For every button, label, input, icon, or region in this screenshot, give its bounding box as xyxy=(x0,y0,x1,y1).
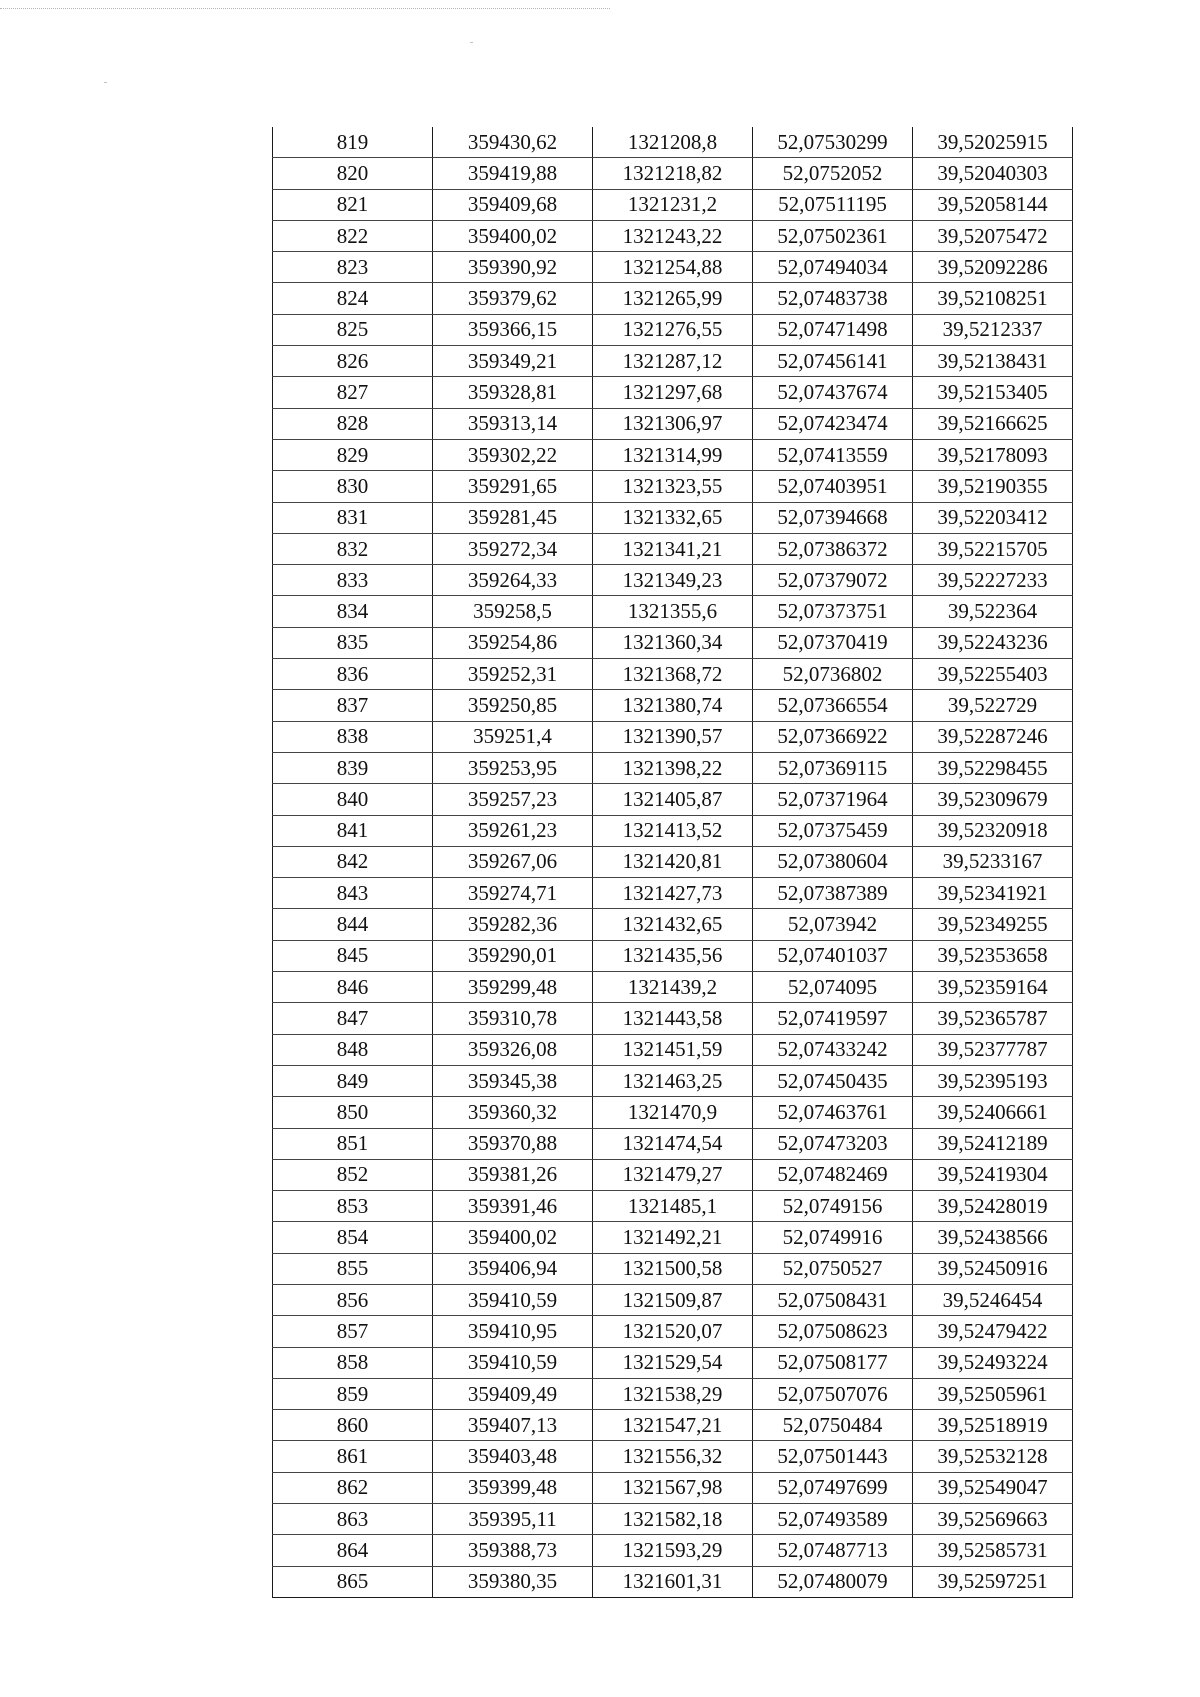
longitude-cell: 39,52092286 xyxy=(913,252,1073,283)
y-coordinate-cell: 1321443,58 xyxy=(593,1003,753,1034)
latitude-cell: 52,07437674 xyxy=(753,377,913,408)
point-number-cell: 856 xyxy=(273,1284,433,1315)
point-number-cell: 852 xyxy=(273,1159,433,1190)
table-row xyxy=(273,1034,1073,1065)
longitude-cell: 39,52377787 xyxy=(913,1034,1073,1065)
longitude-cell: 39,52479422 xyxy=(913,1316,1073,1347)
longitude-cell: 39,5246454 xyxy=(913,1284,1073,1315)
longitude-cell: 39,52569663 xyxy=(913,1504,1073,1535)
x-coordinate-cell: 359274,71 xyxy=(433,878,593,909)
table-row xyxy=(273,815,1073,846)
table-row xyxy=(273,1284,1073,1315)
latitude-cell: 52,07508431 xyxy=(753,1284,913,1315)
latitude-cell: 52,07494034 xyxy=(753,252,913,283)
y-coordinate-cell: 1321556,32 xyxy=(593,1441,753,1472)
y-coordinate-cell: 1321439,2 xyxy=(593,972,753,1003)
y-coordinate-cell: 1321405,87 xyxy=(593,784,753,815)
point-number-cell: 851 xyxy=(273,1128,433,1159)
x-coordinate-cell: 359366,15 xyxy=(433,314,593,345)
x-coordinate-cell: 359310,78 xyxy=(433,1003,593,1034)
y-coordinate-cell: 1321349,23 xyxy=(593,565,753,596)
latitude-cell: 52,07433242 xyxy=(753,1034,913,1065)
longitude-cell: 39,522729 xyxy=(913,690,1073,721)
point-number-cell: 825 xyxy=(273,314,433,345)
x-coordinate-cell: 359272,34 xyxy=(433,533,593,564)
longitude-cell: 39,522364 xyxy=(913,596,1073,627)
latitude-cell: 52,07530299 xyxy=(753,127,913,158)
latitude-cell: 52,07507076 xyxy=(753,1378,913,1409)
longitude-cell: 39,52365787 xyxy=(913,1003,1073,1034)
table-row xyxy=(273,721,1073,752)
longitude-cell: 39,52549047 xyxy=(913,1472,1073,1503)
y-coordinate-cell: 1321398,22 xyxy=(593,752,753,783)
longitude-cell: 39,52203412 xyxy=(913,502,1073,533)
y-coordinate-cell: 1321485,1 xyxy=(593,1191,753,1222)
table-row xyxy=(273,1191,1073,1222)
table-row xyxy=(273,471,1073,502)
x-coordinate-cell: 359267,06 xyxy=(433,846,593,877)
table-row xyxy=(273,1128,1073,1159)
x-coordinate-cell: 359370,88 xyxy=(433,1128,593,1159)
point-number-cell: 864 xyxy=(273,1535,433,1566)
table-row xyxy=(273,909,1073,940)
x-coordinate-cell: 359400,02 xyxy=(433,1222,593,1253)
y-coordinate-cell: 1321413,52 xyxy=(593,815,753,846)
point-number-cell: 844 xyxy=(273,909,433,940)
longitude-cell: 39,52166625 xyxy=(913,408,1073,439)
latitude-cell: 52,07483738 xyxy=(753,283,913,314)
y-coordinate-cell: 1321314,99 xyxy=(593,439,753,470)
y-coordinate-cell: 1321380,74 xyxy=(593,690,753,721)
table-row xyxy=(273,533,1073,564)
latitude-cell: 52,07379072 xyxy=(753,565,913,596)
y-coordinate-cell: 1321470,9 xyxy=(593,1097,753,1128)
point-number-cell: 861 xyxy=(273,1441,433,1472)
longitude-cell: 39,52395193 xyxy=(913,1065,1073,1096)
table-row xyxy=(273,189,1073,220)
x-coordinate-cell: 359409,49 xyxy=(433,1378,593,1409)
longitude-cell: 39,52505961 xyxy=(913,1378,1073,1409)
longitude-cell: 39,52190355 xyxy=(913,471,1073,502)
x-coordinate-cell: 359391,46 xyxy=(433,1191,593,1222)
y-coordinate-cell: 1321432,65 xyxy=(593,909,753,940)
point-number-cell: 823 xyxy=(273,252,433,283)
latitude-cell: 52,0749916 xyxy=(753,1222,913,1253)
latitude-cell: 52,0752052 xyxy=(753,158,913,189)
y-coordinate-cell: 1321463,25 xyxy=(593,1065,753,1096)
longitude-cell: 39,52287246 xyxy=(913,721,1073,752)
point-number-cell: 858 xyxy=(273,1347,433,1378)
table-row xyxy=(273,1378,1073,1409)
longitude-cell: 39,52108251 xyxy=(913,283,1073,314)
x-coordinate-cell: 359328,81 xyxy=(433,377,593,408)
x-coordinate-cell: 359281,45 xyxy=(433,502,593,533)
latitude-cell: 52,07480079 xyxy=(753,1566,913,1597)
point-number-cell: 847 xyxy=(273,1003,433,1034)
point-number-cell: 845 xyxy=(273,940,433,971)
longitude-cell: 39,5233167 xyxy=(913,846,1073,877)
table-row xyxy=(273,1097,1073,1128)
point-number-cell: 819 xyxy=(273,127,433,158)
longitude-cell: 39,52353658 xyxy=(913,940,1073,971)
x-coordinate-cell: 359399,48 xyxy=(433,1472,593,1503)
x-coordinate-cell: 359258,5 xyxy=(433,596,593,627)
x-coordinate-cell: 359345,38 xyxy=(433,1065,593,1096)
latitude-cell: 52,07366922 xyxy=(753,721,913,752)
point-number-cell: 820 xyxy=(273,158,433,189)
table-row xyxy=(273,1472,1073,1503)
latitude-cell: 52,07471498 xyxy=(753,314,913,345)
coordinates-table-body xyxy=(273,127,1073,1597)
coordinates-table xyxy=(272,127,1073,1598)
latitude-cell: 52,07370419 xyxy=(753,627,913,658)
longitude-cell: 39,52406661 xyxy=(913,1097,1073,1128)
latitude-cell: 52,07508623 xyxy=(753,1316,913,1347)
y-coordinate-cell: 1321538,29 xyxy=(593,1378,753,1409)
table-row xyxy=(273,220,1073,251)
x-coordinate-cell: 359395,11 xyxy=(433,1504,593,1535)
x-coordinate-cell: 359252,31 xyxy=(433,659,593,690)
latitude-cell: 52,07511195 xyxy=(753,189,913,220)
table-row xyxy=(273,1566,1073,1597)
x-coordinate-cell: 359299,48 xyxy=(433,972,593,1003)
y-coordinate-cell: 1321208,8 xyxy=(593,127,753,158)
table-row xyxy=(273,1222,1073,1253)
latitude-cell: 52,07508177 xyxy=(753,1347,913,1378)
y-coordinate-cell: 1321218,82 xyxy=(593,158,753,189)
y-coordinate-cell: 1321390,57 xyxy=(593,721,753,752)
latitude-cell: 52,074095 xyxy=(753,972,913,1003)
table-row xyxy=(273,1253,1073,1284)
y-coordinate-cell: 1321323,55 xyxy=(593,471,753,502)
table-row xyxy=(273,1504,1073,1535)
scan-artifact-dot xyxy=(104,82,107,83)
latitude-cell: 52,07463761 xyxy=(753,1097,913,1128)
table-row xyxy=(273,1159,1073,1190)
longitude-cell: 39,52359164 xyxy=(913,972,1073,1003)
latitude-cell: 52,07366554 xyxy=(753,690,913,721)
point-number-cell: 857 xyxy=(273,1316,433,1347)
point-number-cell: 831 xyxy=(273,502,433,533)
y-coordinate-cell: 1321474,54 xyxy=(593,1128,753,1159)
x-coordinate-cell: 359302,22 xyxy=(433,439,593,470)
latitude-cell: 52,07413559 xyxy=(753,439,913,470)
table-row xyxy=(273,158,1073,189)
longitude-cell: 39,52075472 xyxy=(913,220,1073,251)
table-row xyxy=(273,596,1073,627)
point-number-cell: 860 xyxy=(273,1410,433,1441)
x-coordinate-cell: 359379,62 xyxy=(433,283,593,314)
latitude-cell: 52,07380604 xyxy=(753,846,913,877)
x-coordinate-cell: 359291,65 xyxy=(433,471,593,502)
y-coordinate-cell: 1321593,29 xyxy=(593,1535,753,1566)
latitude-cell: 52,07387389 xyxy=(753,878,913,909)
x-coordinate-cell: 359390,92 xyxy=(433,252,593,283)
latitude-cell: 52,07473203 xyxy=(753,1128,913,1159)
x-coordinate-cell: 359410,95 xyxy=(433,1316,593,1347)
point-number-cell: 849 xyxy=(273,1065,433,1096)
y-coordinate-cell: 1321567,98 xyxy=(593,1472,753,1503)
y-coordinate-cell: 1321306,97 xyxy=(593,408,753,439)
point-number-cell: 840 xyxy=(273,784,433,815)
y-coordinate-cell: 1321601,31 xyxy=(593,1566,753,1597)
point-number-cell: 836 xyxy=(273,659,433,690)
longitude-cell: 39,52298455 xyxy=(913,752,1073,783)
x-coordinate-cell: 359261,23 xyxy=(433,815,593,846)
x-coordinate-cell: 359251,4 xyxy=(433,721,593,752)
latitude-cell: 52,07487713 xyxy=(753,1535,913,1566)
longitude-cell: 39,52585731 xyxy=(913,1535,1073,1566)
longitude-cell: 39,52493224 xyxy=(913,1347,1073,1378)
table-row xyxy=(273,1316,1073,1347)
point-number-cell: 859 xyxy=(273,1378,433,1409)
table-row xyxy=(273,784,1073,815)
latitude-cell: 52,073942 xyxy=(753,909,913,940)
latitude-cell: 52,07375459 xyxy=(753,815,913,846)
y-coordinate-cell: 1321520,07 xyxy=(593,1316,753,1347)
latitude-cell: 52,07423474 xyxy=(753,408,913,439)
table-row xyxy=(273,1441,1073,1472)
table-row xyxy=(273,439,1073,470)
table-row xyxy=(273,408,1073,439)
table-row xyxy=(273,690,1073,721)
latitude-cell: 52,07403951 xyxy=(753,471,913,502)
table-row xyxy=(273,1003,1073,1034)
point-number-cell: 846 xyxy=(273,972,433,1003)
point-number-cell: 842 xyxy=(273,846,433,877)
table-row xyxy=(273,1535,1073,1566)
longitude-cell: 39,52518919 xyxy=(913,1410,1073,1441)
table-row xyxy=(273,127,1073,158)
point-number-cell: 832 xyxy=(273,533,433,564)
x-coordinate-cell: 359403,48 xyxy=(433,1441,593,1472)
latitude-cell: 52,07369115 xyxy=(753,752,913,783)
latitude-cell: 52,07394668 xyxy=(753,502,913,533)
latitude-cell: 52,07456141 xyxy=(753,346,913,377)
y-coordinate-cell: 1321276,55 xyxy=(593,314,753,345)
longitude-cell: 39,52349255 xyxy=(913,909,1073,940)
point-number-cell: 850 xyxy=(273,1097,433,1128)
table-row xyxy=(273,377,1073,408)
table-row xyxy=(273,565,1073,596)
x-coordinate-cell: 359257,23 xyxy=(433,784,593,815)
point-number-cell: 862 xyxy=(273,1472,433,1503)
y-coordinate-cell: 1321332,65 xyxy=(593,502,753,533)
latitude-cell: 52,07497699 xyxy=(753,1472,913,1503)
latitude-cell: 52,0750484 xyxy=(753,1410,913,1441)
point-number-cell: 824 xyxy=(273,283,433,314)
y-coordinate-cell: 1321265,99 xyxy=(593,283,753,314)
y-coordinate-cell: 1321297,68 xyxy=(593,377,753,408)
x-coordinate-cell: 359254,86 xyxy=(433,627,593,658)
x-coordinate-cell: 359380,35 xyxy=(433,1566,593,1597)
x-coordinate-cell: 359250,85 xyxy=(433,690,593,721)
y-coordinate-cell: 1321479,27 xyxy=(593,1159,753,1190)
table-row xyxy=(273,314,1073,345)
point-number-cell: 841 xyxy=(273,815,433,846)
x-coordinate-cell: 359406,94 xyxy=(433,1253,593,1284)
y-coordinate-cell: 1321368,72 xyxy=(593,659,753,690)
table-row xyxy=(273,627,1073,658)
y-coordinate-cell: 1321254,88 xyxy=(593,252,753,283)
y-coordinate-cell: 1321582,18 xyxy=(593,1504,753,1535)
y-coordinate-cell: 1321341,21 xyxy=(593,533,753,564)
x-coordinate-cell: 359409,68 xyxy=(433,189,593,220)
y-coordinate-cell: 1321529,54 xyxy=(593,1347,753,1378)
y-coordinate-cell: 1321451,59 xyxy=(593,1034,753,1065)
point-number-cell: 843 xyxy=(273,878,433,909)
longitude-cell: 39,52450916 xyxy=(913,1253,1073,1284)
table-row xyxy=(273,1410,1073,1441)
point-number-cell: 835 xyxy=(273,627,433,658)
x-coordinate-cell: 359282,36 xyxy=(433,909,593,940)
longitude-cell: 39,52255403 xyxy=(913,659,1073,690)
point-number-cell: 834 xyxy=(273,596,433,627)
longitude-cell: 39,52341921 xyxy=(913,878,1073,909)
table-row xyxy=(273,846,1073,877)
y-coordinate-cell: 1321500,58 xyxy=(593,1253,753,1284)
point-number-cell: 837 xyxy=(273,690,433,721)
scan-artifact-line xyxy=(0,8,610,9)
y-coordinate-cell: 1321427,73 xyxy=(593,878,753,909)
longitude-cell: 39,52309679 xyxy=(913,784,1073,815)
table-row xyxy=(273,940,1073,971)
longitude-cell: 39,52532128 xyxy=(913,1441,1073,1472)
table-row xyxy=(273,1065,1073,1096)
table-row xyxy=(273,283,1073,314)
y-coordinate-cell: 1321287,12 xyxy=(593,346,753,377)
point-number-cell: 821 xyxy=(273,189,433,220)
x-coordinate-cell: 359326,08 xyxy=(433,1034,593,1065)
y-coordinate-cell: 1321355,6 xyxy=(593,596,753,627)
longitude-cell: 39,52243236 xyxy=(913,627,1073,658)
longitude-cell: 39,52597251 xyxy=(913,1566,1073,1597)
longitude-cell: 39,52153405 xyxy=(913,377,1073,408)
x-coordinate-cell: 359264,33 xyxy=(433,565,593,596)
longitude-cell: 39,52215705 xyxy=(913,533,1073,564)
longitude-cell: 39,52412189 xyxy=(913,1128,1073,1159)
x-coordinate-cell: 359381,26 xyxy=(433,1159,593,1190)
point-number-cell: 838 xyxy=(273,721,433,752)
point-number-cell: 855 xyxy=(273,1253,433,1284)
x-coordinate-cell: 359410,59 xyxy=(433,1284,593,1315)
point-number-cell: 848 xyxy=(273,1034,433,1065)
y-coordinate-cell: 1321509,87 xyxy=(593,1284,753,1315)
longitude-cell: 39,52025915 xyxy=(913,127,1073,158)
y-coordinate-cell: 1321360,34 xyxy=(593,627,753,658)
latitude-cell: 52,0750527 xyxy=(753,1253,913,1284)
longitude-cell: 39,52428019 xyxy=(913,1191,1073,1222)
x-coordinate-cell: 359388,73 xyxy=(433,1535,593,1566)
longitude-cell: 39,52438566 xyxy=(913,1222,1073,1253)
point-number-cell: 854 xyxy=(273,1222,433,1253)
point-number-cell: 865 xyxy=(273,1566,433,1597)
longitude-cell: 39,5212337 xyxy=(913,314,1073,345)
scan-artifact-dot xyxy=(470,42,473,43)
table-row xyxy=(273,502,1073,533)
latitude-cell: 52,0749156 xyxy=(753,1191,913,1222)
x-coordinate-cell: 359290,01 xyxy=(433,940,593,971)
longitude-cell: 39,52040303 xyxy=(913,158,1073,189)
point-number-cell: 853 xyxy=(273,1191,433,1222)
longitude-cell: 39,52320918 xyxy=(913,815,1073,846)
y-coordinate-cell: 1321243,22 xyxy=(593,220,753,251)
latitude-cell: 52,07501443 xyxy=(753,1441,913,1472)
latitude-cell: 52,07502361 xyxy=(753,220,913,251)
latitude-cell: 52,07419597 xyxy=(753,1003,913,1034)
y-coordinate-cell: 1321435,56 xyxy=(593,940,753,971)
point-number-cell: 833 xyxy=(273,565,433,596)
point-number-cell: 822 xyxy=(273,220,433,251)
point-number-cell: 863 xyxy=(273,1504,433,1535)
longitude-cell: 39,52178093 xyxy=(913,439,1073,470)
latitude-cell: 52,07386372 xyxy=(753,533,913,564)
longitude-cell: 39,52227233 xyxy=(913,565,1073,596)
point-number-cell: 839 xyxy=(273,752,433,783)
point-number-cell: 830 xyxy=(273,471,433,502)
y-coordinate-cell: 1321492,21 xyxy=(593,1222,753,1253)
x-coordinate-cell: 359400,02 xyxy=(433,220,593,251)
latitude-cell: 52,07493589 xyxy=(753,1504,913,1535)
table-row xyxy=(273,252,1073,283)
longitude-cell: 39,52058144 xyxy=(913,189,1073,220)
longitude-cell: 39,52138431 xyxy=(913,346,1073,377)
x-coordinate-cell: 359410,59 xyxy=(433,1347,593,1378)
latitude-cell: 52,0736802 xyxy=(753,659,913,690)
point-number-cell: 826 xyxy=(273,346,433,377)
point-number-cell: 827 xyxy=(273,377,433,408)
point-number-cell: 829 xyxy=(273,439,433,470)
table-row xyxy=(273,346,1073,377)
longitude-cell: 39,52419304 xyxy=(913,1159,1073,1190)
latitude-cell: 52,07371964 xyxy=(753,784,913,815)
table-row xyxy=(273,972,1073,1003)
x-coordinate-cell: 359253,95 xyxy=(433,752,593,783)
point-number-cell: 828 xyxy=(273,408,433,439)
x-coordinate-cell: 359419,88 xyxy=(433,158,593,189)
table-row xyxy=(273,659,1073,690)
x-coordinate-cell: 359360,32 xyxy=(433,1097,593,1128)
x-coordinate-cell: 359430,62 xyxy=(433,127,593,158)
latitude-cell: 52,07401037 xyxy=(753,940,913,971)
latitude-cell: 52,07482469 xyxy=(753,1159,913,1190)
x-coordinate-cell: 359313,14 xyxy=(433,408,593,439)
x-coordinate-cell: 359349,21 xyxy=(433,346,593,377)
table-row xyxy=(273,752,1073,783)
x-coordinate-cell: 359407,13 xyxy=(433,1410,593,1441)
y-coordinate-cell: 1321547,21 xyxy=(593,1410,753,1441)
y-coordinate-cell: 1321420,81 xyxy=(593,846,753,877)
latitude-cell: 52,07373751 xyxy=(753,596,913,627)
table-row xyxy=(273,1347,1073,1378)
table-row xyxy=(273,878,1073,909)
latitude-cell: 52,07450435 xyxy=(753,1065,913,1096)
y-coordinate-cell: 1321231,2 xyxy=(593,189,753,220)
